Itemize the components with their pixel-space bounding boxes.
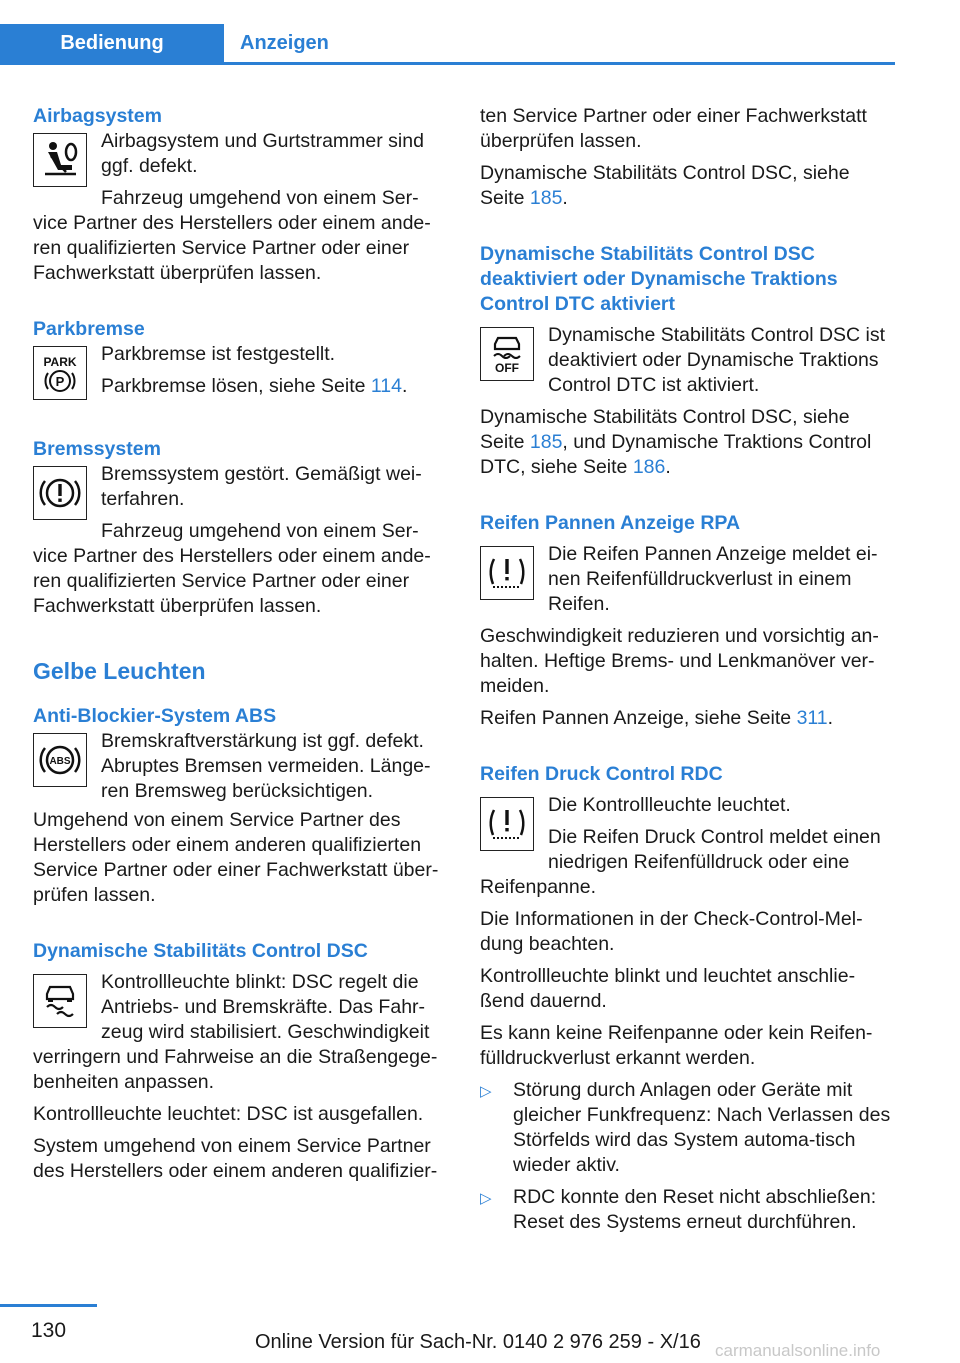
right-column [480,104,895,1242]
abs-text-1: Bremskraftverstärkung ist ggf. defekt. Abruptes Bremsen vermeiden. Länge‐ren Bremsweg berücksichtigen. [101,730,431,802]
rdc-text-3: Die Informationen in der Check-Control-Mel‐dung beachten. [480,908,863,955]
airbag-icon [33,133,87,187]
section-gelbe-leuchten: Gelbe Leuchten [33,658,206,684]
parkbremse-text-1: Parkbremse ist festgestellt. [101,343,336,365]
page-link-185b[interactable]: 185 [529,431,563,453]
dsc-icon [33,974,87,1028]
abs-icon-text: ABS [49,756,71,767]
bremssystem-text-1: Bremssystem gestört. Gemäßigt wei‐terfahren. [101,463,422,510]
dsc-text-1: Kontrollleuchte blinkt: DSC regelt die Antriebs- und Bremskräfte. Das Fahr‐zeug wird stabilisiert. Geschwindigkeit verringern und Fahrweise an die Straßengege‐benheiten anpassen. [33,971,438,1093]
footer-text: Online Version für Sach-Nr. 0140 2 976 259 - X/16 [255,1331,701,1353]
rdc-text-1: Die Kontrollleuchte leuchtet. [548,794,791,816]
tab-anzeigen[interactable]: Anzeigen [240,32,329,54]
airbag-text-1: Airbagsystem und Gurtstrammer sind ggf. defekt. [101,130,424,177]
rdc-title: Reifen Druck Control RDC [480,763,723,785]
abs-block [33,729,448,908]
airbag-title: Airbagsystem [33,105,162,127]
dsc-off-block [480,323,895,405]
rdc-bullet-2: RDC konnte den Reset nicht abschließen: Reset des Systems erneut durchführen. [513,1186,877,1233]
page-link-311[interactable]: 311 [796,707,828,729]
header-tabs [0,24,895,65]
parkbremse-title: Parkbremse [33,318,145,340]
rpa-block [480,542,895,624]
tire-pressure-icon [480,797,534,851]
page-link-114[interactable]: 114 [370,375,402,397]
tire-warning-icon [480,546,534,600]
dsc-title: Dynamische Stabilitäts Control DSC [33,940,368,962]
watermark: carmanualsonline.info [715,1341,881,1360]
rdc-block [480,793,895,907]
rdc-text-4: Kontrollleuchte blinkt und leuchtet anschlie‐ßend dauernd. [480,965,856,1012]
abs-text-2: Umgehend von einem Service Partner des Herstellers oder einem anderen qualifizierten Service Partner oder einer Fachwerkstatt über‐prüfen lassen. [33,809,439,906]
svg-text:P: P [55,374,65,389]
dsc-off-reference: Dynamische Stabilitäts Control DSC, siehe Seite 185, und Dynamische Traktions Control DTC, siehe Seite 186. [480,406,872,478]
park-brake-icon [33,346,87,400]
dsc-off-text-1: Dynamische Stabilitäts Control DSC ist deaktiviert oder Dynamische Traktions Control DTC ist aktiviert. [548,324,886,396]
airbag-block [33,129,448,286]
footer-rule [0,1304,97,1307]
abs-title: Anti-Blockier-System ABS [33,705,277,727]
dsc-off-icon [480,327,534,381]
brake-warning-icon [33,466,87,520]
bremssystem-block [33,462,448,619]
triangle-bullet-icon: ▷ [480,1190,492,1207]
park-icon-text: PARK [43,355,77,369]
dsc-text-3: System umgehend von einem Service Partner des Herstellers oder einem anderen qualifizier‐ [33,1135,438,1182]
airbag-text-2: Fahrzeug umgehend von einem Ser‐vice Partner des Herstellers oder einem ande‐ren qualifizierten Service Partner oder einer Fachwerkstatt überprüfen lassen. [33,187,431,284]
page-link-186[interactable]: 186 [632,456,666,478]
rdc-bullet-1: Störung durch Anlagen oder Geräte mit gleicher Funkfrequenz: Nach Verlassen des Störfelds wird das System automa‐tisch wieder aktiv. [513,1079,891,1176]
abs-icon [33,733,87,787]
list-item [480,1185,895,1235]
rdc-text-2: Die Reifen Druck Control meldet einen niedrigen Reifenfülldruck oder eine Reifenpanne. [480,826,881,898]
rdc-text-5: Es kann keine Reifenpanne oder kein Reifen‐fülldruckverlust erkannt werden. [480,1022,873,1069]
dsc-text-2: Kontrollleuchte leuchtet: DSC ist ausgefallen. [33,1103,424,1125]
left-column [33,104,448,1191]
rpa-title: Reifen Pannen Anzeige RPA [480,512,741,534]
dsc-reference: Dynamische Stabilitäts Control DSC, siehe Seite 185. [480,162,850,209]
continued-text: ten Service Partner oder einer Fachwerkstatt überprüfen lassen. [480,105,867,152]
list-item [480,1078,895,1178]
dsc-off-title: Dynamische Stabilitäts Control DSC deaktiviert oder Dynamische Traktions Control DTC aktiviert [480,243,838,315]
page-number: 130 [30,1319,67,1342]
bremssystem-title: Bremssystem [33,438,161,460]
rpa-reference: Reifen Pannen Anzeige, siehe Seite 311. [480,707,834,729]
rpa-text-1: Die Reifen Pannen Anzeige meldet ei‐nen Reifenfülldruckverlust in einem Reifen. [548,543,878,615]
triangle-bullet-icon: ▷ [480,1083,492,1100]
dsc-block [33,970,448,1191]
page-link-185[interactable]: 185 [529,187,563,209]
bremssystem-text-2: Fahrzeug umgehend von einem Ser‐vice Partner des Herstellers oder einem ande‐ren qualifizierten Service Partner oder einer Fachwerkstatt überprüfen lassen. [33,520,431,617]
rpa-text-2: Geschwindigkeit reduzieren und vorsichtig an‐halten. Heftige Brems- und Lenkmanöver ver‐meiden. [480,625,879,697]
off-icon-text: OFF [495,361,519,375]
tab-bedienung[interactable]: Bedienung [0,24,224,62]
parkbremse-block [33,342,448,406]
parkbremse-text-2: Parkbremse lösen, siehe Seite 114. [101,375,408,397]
